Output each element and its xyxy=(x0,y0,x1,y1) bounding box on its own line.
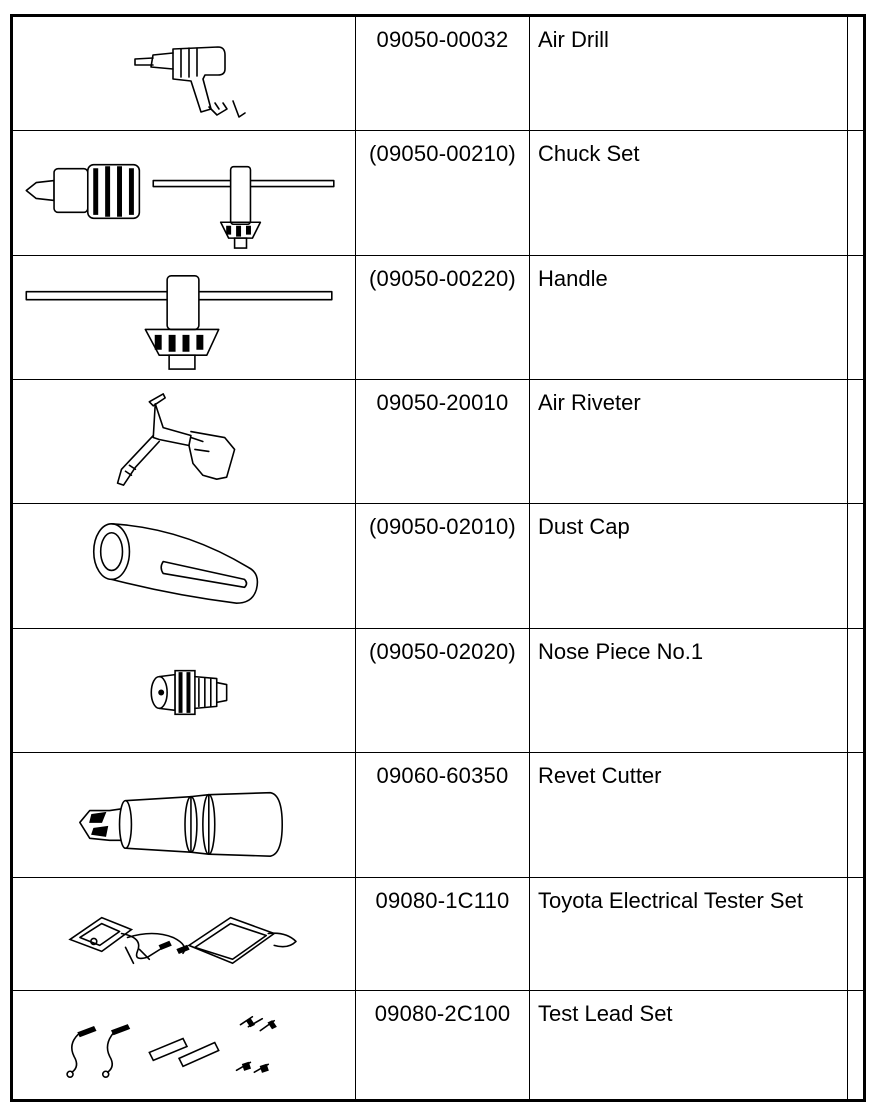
blank-cell xyxy=(848,131,863,255)
part-number-cell xyxy=(356,991,530,1099)
air-drill-icon xyxy=(13,17,356,130)
chuck-set-icon xyxy=(13,131,356,255)
illustration-cell xyxy=(13,753,356,877)
dust-cap-icon xyxy=(13,504,356,628)
illustration-cell xyxy=(13,17,356,130)
table-row xyxy=(13,255,863,379)
part-number-cell xyxy=(356,629,530,752)
table-row xyxy=(13,17,863,130)
test-lead-set-icon xyxy=(13,991,356,1099)
tool-name: Toyota Electrical Tester Set xyxy=(538,888,803,913)
illustration-cell xyxy=(13,629,356,752)
tool-name-cell xyxy=(530,131,848,255)
tool-table xyxy=(10,14,866,1102)
part-number-cell xyxy=(356,753,530,877)
blank-cell xyxy=(848,17,863,130)
tool-name: Dust Cap xyxy=(538,514,630,539)
part-number: 09080-1C110 xyxy=(375,888,510,913)
tool-name-cell xyxy=(530,380,848,503)
blank-cell xyxy=(848,256,863,379)
blank-cell xyxy=(848,380,863,503)
illustration-cell xyxy=(13,991,356,1099)
table-row xyxy=(13,628,863,752)
tool-name: Air Riveter xyxy=(538,390,641,415)
air-riveter-icon xyxy=(13,380,356,503)
illustration-cell xyxy=(13,131,356,255)
blank-cell xyxy=(848,753,863,877)
table-row xyxy=(13,379,863,503)
tool-name: Air Drill xyxy=(538,27,609,52)
tool-name: Revet Cutter xyxy=(538,763,662,788)
illustration-cell xyxy=(13,504,356,628)
chuck-handle-icon xyxy=(13,256,356,379)
table-row xyxy=(13,130,863,255)
illustration-cell xyxy=(13,380,356,503)
part-number: (09050-00210) xyxy=(369,141,516,166)
part-number-cell xyxy=(356,504,530,628)
blank-cell xyxy=(848,991,863,1099)
blank-cell xyxy=(848,629,863,752)
tool-name-cell xyxy=(530,504,848,628)
tool-name: Handle xyxy=(538,266,608,291)
tool-name-cell xyxy=(530,878,848,990)
rivet-cutter-icon xyxy=(13,753,356,877)
part-number: 09050-20010 xyxy=(376,390,509,415)
part-number: (09050-00220) xyxy=(369,266,516,291)
table-row xyxy=(13,503,863,628)
tool-name-cell xyxy=(530,753,848,877)
table-row xyxy=(13,752,863,877)
tool-name-cell xyxy=(530,991,848,1099)
table-row xyxy=(13,877,863,990)
part-number-cell xyxy=(356,380,530,503)
tool-name: Nose Piece No.1 xyxy=(538,639,704,664)
part-number: (09050-02020) xyxy=(369,639,516,664)
tool-name-cell xyxy=(530,17,848,130)
electrical-tester-set-icon xyxy=(13,878,356,990)
nose-piece-icon xyxy=(13,629,356,752)
tool-name-cell xyxy=(530,256,848,379)
part-number: (09050-02010) xyxy=(369,514,516,539)
blank-cell xyxy=(848,878,863,990)
part-number-cell xyxy=(356,17,530,130)
tool-name-cell xyxy=(530,629,848,752)
part-number-cell xyxy=(356,878,530,990)
blank-cell xyxy=(848,504,863,628)
part-number: 09080-2C100 xyxy=(374,1001,511,1026)
tool-name: Chuck Set xyxy=(538,141,640,166)
part-number-cell xyxy=(356,256,530,379)
tool-name: Test Lead Set xyxy=(538,1001,673,1026)
table-row xyxy=(13,990,863,1099)
part-number: 09060-60350 xyxy=(376,763,509,788)
illustration-cell xyxy=(13,256,356,379)
part-number: 09050-00032 xyxy=(376,27,509,52)
illustration-cell xyxy=(13,878,356,990)
part-number-cell xyxy=(356,131,530,255)
